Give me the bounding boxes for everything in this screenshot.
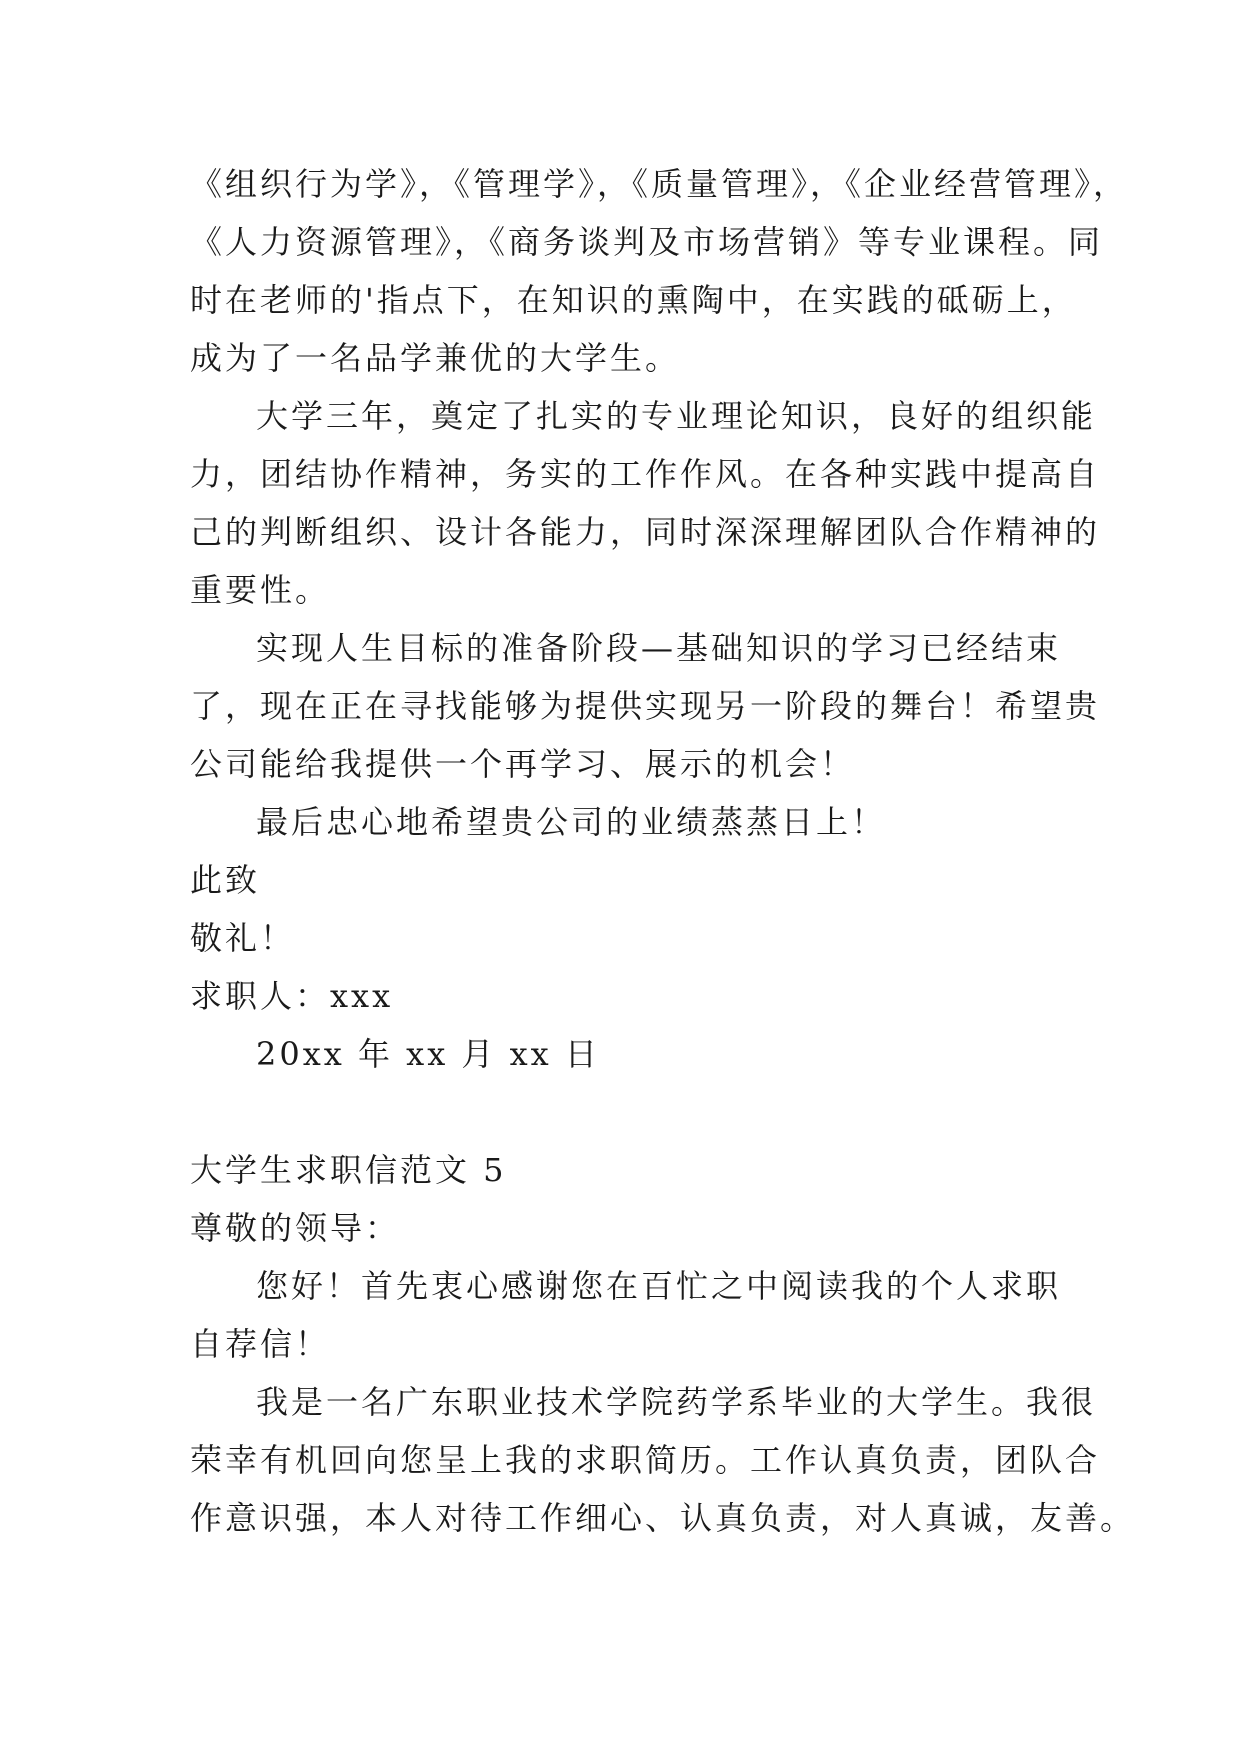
paragraph-line: 最后忠心地希望贵公司的业绩蒸蒸日上！	[256, 803, 887, 841]
paragraph-line: 大学三年，奠定了扎实的专业理论知识，良好的组织能	[256, 397, 1097, 435]
signature-applicant: 求职人：xxx	[190, 977, 394, 1015]
paragraph-line: 自荐信！	[190, 1325, 331, 1363]
paragraph-line: 了，现在正在寻找能够为提供实现另一阶段的舞台！希望贵	[190, 687, 1101, 725]
paragraph-line: 成为了一名品学兼优的大学生。	[190, 339, 681, 377]
paragraph-line: 公司能给我提供一个再学习、展示的机会！	[190, 745, 856, 783]
paragraph-line: 《组织行为学》，《管理学》，《质量管理》，《企业经营管理》，	[190, 165, 1129, 203]
closing-salutation: 此致	[190, 861, 261, 899]
section-title: 大学生求职信范文 5	[190, 1151, 507, 1189]
paragraph-line: 时在老师的'指点下，在知识的熏陶中，在实践的砥砺上，	[190, 281, 1077, 319]
paragraph-line: 力，团结协作精神，务实的工作作风。在各种实践中提高自	[190, 455, 1101, 493]
paragraph-line: 我是一名广东职业技术学院药学系毕业的大学生。我很	[256, 1383, 1097, 1421]
letter-greeting: 尊敬的领导：	[190, 1209, 401, 1247]
signature-date: 20xx 年 xx 月 xx 日	[256, 1035, 600, 1073]
paragraph-line: 己的判断组织、设计各能力，同时深深理解团队合作精神的	[190, 513, 1101, 551]
paragraph-line: 荣幸有机回向您呈上我的求职简历。工作认真负责，团队合	[190, 1441, 1101, 1479]
paragraph-line: 作意识强，本人对待工作细心、认真负责，对人真诚，友善。	[190, 1499, 1136, 1537]
paragraph-line: 实现人生目标的准备阶段—基础知识的学习已经结束	[256, 629, 1062, 667]
paragraph-line: 《人力资源管理》，《商务谈判及市场营销》等专业课程。同	[190, 223, 1104, 261]
paragraph-line: 您好！首先衷心感谢您在百忙之中阅读我的个人求职	[256, 1267, 1062, 1305]
closing-respect: 敬礼！	[190, 919, 296, 957]
paragraph-line: 重要性。	[190, 571, 331, 609]
